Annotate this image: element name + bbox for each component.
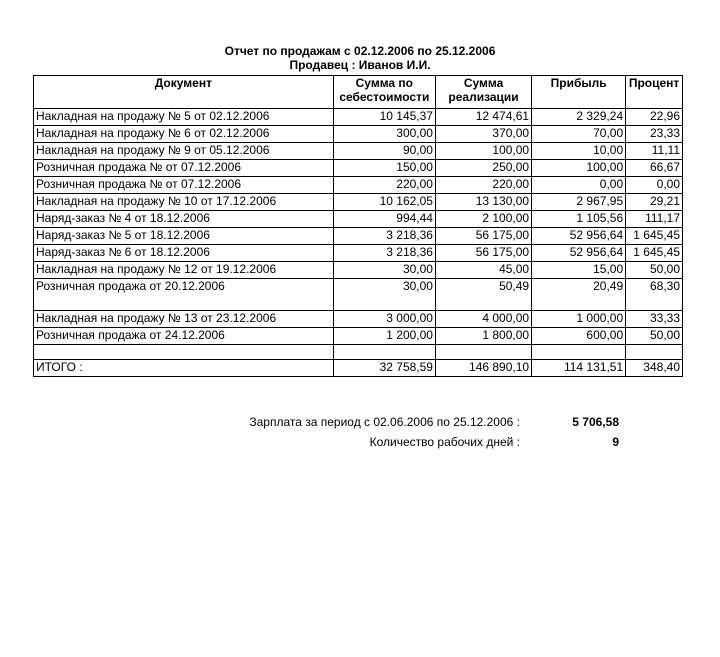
row-document: Розничная продажа от 24.12.2006 — [34, 328, 334, 345]
row-profit: 2 329,24 — [532, 109, 626, 126]
row-percent: 68,30 — [626, 279, 683, 311]
row-sales: 220,00 — [435, 177, 531, 194]
row-document: Наряд-заказ № 5 от 18.12.2006 — [34, 228, 334, 245]
row-sales: 13 130,00 — [435, 194, 531, 211]
row-document: Накладная на продажу № 13 от 23.12.2006 — [34, 311, 334, 328]
table-row — [34, 143, 683, 160]
row-percent: 50,00 — [626, 262, 683, 279]
table-row — [34, 194, 683, 211]
row-sales: 56 175,00 — [435, 228, 531, 245]
table-row — [34, 211, 683, 228]
row-cost: 1 200,00 — [333, 328, 435, 345]
header-profit: Прибыль — [532, 76, 626, 109]
row-sales: 45,00 — [435, 262, 531, 279]
row-document: Накладная на продажу № 5 от 02.12.2006 — [34, 109, 334, 126]
row-profit: 52 956,64 — [532, 245, 626, 262]
row-percent: 11,11 — [626, 143, 683, 160]
table-row — [34, 109, 683, 126]
row-profit: 52 956,64 — [532, 228, 626, 245]
row-sales: 1 800,00 — [435, 328, 531, 345]
row-percent: 23,33 — [626, 126, 683, 143]
row-cost: 3 000,00 — [333, 311, 435, 328]
row-cost: 3 218,36 — [333, 228, 435, 245]
header-percent: Процент — [626, 76, 683, 109]
row-cost: 994,44 — [333, 211, 435, 228]
row-cost: 150,00 — [333, 160, 435, 177]
spacer-cell — [532, 345, 626, 360]
row-document: Розничная продажа № от 07.12.2006 — [34, 160, 334, 177]
spacer-cell — [333, 345, 435, 360]
row-cost: 3 218,36 — [333, 245, 435, 262]
table-row — [34, 126, 683, 143]
table-row — [34, 311, 683, 328]
row-cost: 220,00 — [333, 177, 435, 194]
total-cost: 32 758,59 — [333, 360, 435, 377]
header-cost: Сумма по себестоимости — [333, 76, 435, 109]
total-percent: 348,40 — [626, 360, 683, 377]
row-percent: 1 645,45 — [626, 228, 683, 245]
row-percent: 111,17 — [626, 211, 683, 228]
table-row — [34, 279, 683, 311]
row-cost: 30,00 — [333, 279, 435, 311]
report-title: Отчет по продажам с 02.12.2006 по 25.12.2006 — [224, 44, 496, 58]
row-cost: 90,00 — [333, 143, 435, 160]
spacer-cell — [34, 345, 334, 360]
row-profit: 2 967,95 — [532, 194, 626, 211]
row-document: Розничная продажа от 20.12.2006 — [34, 279, 334, 311]
table-body — [34, 109, 683, 377]
spacer-cell — [435, 345, 531, 360]
row-profit: 1 105,56 — [532, 211, 626, 228]
row-document: Наряд-заказ № 6 от 18.12.2006 — [34, 245, 334, 262]
table-row — [34, 245, 683, 262]
row-document: Накладная на продажу № 10 от 17.12.2006 — [34, 194, 334, 211]
row-cost: 30,00 — [333, 262, 435, 279]
row-percent: 0,00 — [626, 177, 683, 194]
row-profit: 600,00 — [532, 328, 626, 345]
total-profit: 114 131,51 — [532, 360, 626, 377]
row-cost: 10 162,05 — [333, 194, 435, 211]
row-document: Розничная продажа № от 07.12.2006 — [34, 177, 334, 194]
row-profit: 1 000,00 — [532, 311, 626, 328]
row-percent: 50,00 — [626, 328, 683, 345]
row-document: Накладная на продажу № 12 от 19.12.2006 — [34, 262, 334, 279]
row-percent: 66,67 — [626, 160, 683, 177]
row-sales: 250,00 — [435, 160, 531, 177]
row-sales: 50,49 — [435, 279, 531, 311]
table-row — [34, 262, 683, 279]
table-row — [34, 160, 683, 177]
row-percent: 22,96 — [626, 109, 683, 126]
row-profit: 100,00 — [532, 160, 626, 177]
salary-label: Зарплата за период с 02.06.2006 по 25.12.2006 : — [249, 415, 520, 429]
row-cost: 300,00 — [333, 126, 435, 143]
total-sales: 146 890,10 — [435, 360, 531, 377]
table-row — [34, 177, 683, 194]
total-row — [34, 360, 683, 377]
sales-table — [33, 75, 683, 377]
header-sales: Сумма реализации — [435, 76, 531, 109]
table-header-row — [34, 76, 683, 109]
row-percent: 33,33 — [626, 311, 683, 328]
row-percent: 29,21 — [626, 194, 683, 211]
workdays-label: Количество рабочих дней : — [369, 435, 520, 449]
row-sales: 100,00 — [435, 143, 531, 160]
row-profit: 70,00 — [532, 126, 626, 143]
row-profit: 10,00 — [532, 143, 626, 160]
spacer-cell — [626, 345, 683, 360]
salary-value: 5 706,58 — [572, 415, 619, 429]
row-sales: 370,00 — [435, 126, 531, 143]
row-document: Наряд-заказ № 4 от 18.12.2006 — [34, 211, 334, 228]
row-profit: 20,49 — [532, 279, 626, 311]
row-profit: 15,00 — [532, 262, 626, 279]
workdays-value: 9 — [612, 435, 619, 449]
row-document: Накладная на продажу № 9 от 05.12.2006 — [34, 143, 334, 160]
header-document: Документ — [34, 76, 334, 109]
table-row — [34, 228, 683, 245]
row-percent: 1 645,45 — [626, 245, 683, 262]
table-row — [34, 328, 683, 345]
row-sales: 2 100,00 — [435, 211, 531, 228]
row-cost: 10 145,37 — [333, 109, 435, 126]
row-profit: 0,00 — [532, 177, 626, 194]
report-seller: Продавец : Иванов И.И. — [289, 58, 431, 72]
table-spacer-row — [34, 345, 683, 360]
row-sales: 56 175,00 — [435, 245, 531, 262]
total-document: ИТОГО : — [34, 360, 334, 377]
row-document: Накладная на продажу № 6 от 02.12.2006 — [34, 126, 334, 143]
row-sales: 12 474,61 — [435, 109, 531, 126]
row-sales: 4 000,00 — [435, 311, 531, 328]
